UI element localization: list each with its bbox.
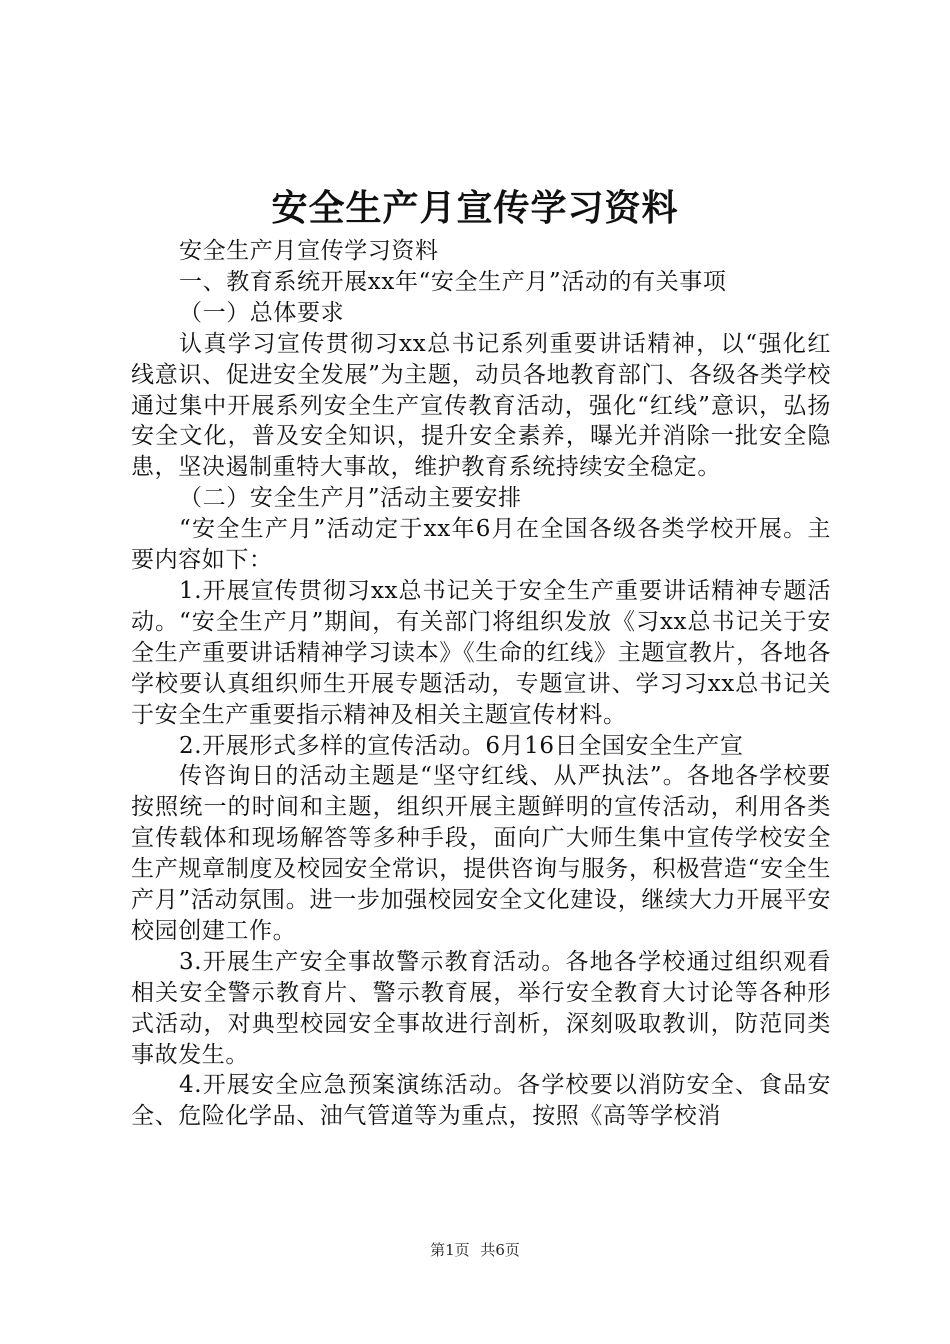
paragraph-item-2: 2.开展形式多样的宣传活动。6月16日全国安全生产宣: [179, 732, 744, 759]
paragraph-subsection-2: （二）安全生产月”活动主要安排: [179, 485, 522, 512]
page-number: 第1页: [430, 1241, 470, 1259]
paragraph-subsection-1: （一）总体要求: [179, 299, 345, 326]
paragraph-subtitle: 安全生产月宣传学习资料: [179, 238, 439, 264]
document-title: 安全生产月宣传学习资料: [271, 187, 679, 229]
paragraph-item-3: 3.开展生产安全事故警示教育活动。各地各学校通过组织观看相关安全警示教育片、警示教育展，举行安全教育大讨论等各种形式活动，对典型校园安全事故进行剖析，深刻吸取教训，防范同类事故发生。: [131, 948, 831, 1068]
paragraph-item-2-continued: 传咨询日的活动主题是“坚守红线、从严执法”。各地各学校要按照统一的时间和主题，组织开展主题鲜明的宣传活动，利用各类宣传载体和现场解答等多种手段，面向广大师生集中宣传学校安全生产规章制度及校园安全常识，提供咨询与服务，积极营造“安全生产月”活动氛围。进一步加强校园安全文化建设，继续大力开展平安校园创建工作。: [131, 763, 831, 944]
paragraph-section-heading: 一、教育系统开展xx年“安全生产月”活动的有关事项: [179, 268, 727, 295]
page-total: 共6页: [480, 1241, 520, 1259]
paragraph-overall-requirements: 认真学习宣传贯彻习xx总书记系列重要讲话精神，以“强化红线意识、促进安全发展”为主题，动员各地教育部门、各级各类学校通过集中开展系列安全生产宣传教育活动，强化“红线”意识，弘扬安全文化，普及安全知识，提升安全素养，曝光并消除一批安全隐患，坚决遏制重特大事故，维护教育系统持续安全稳定。: [131, 330, 831, 481]
paragraph-activity-intro: “安全生产月”活动定于xx年6月在全国各级各类学校开展。主要内容如下：: [131, 516, 831, 574]
paragraph-item-1: 1.开展宣传贯彻习xx总书记关于安全生产重要讲话精神专题活动。“安全生产月”期间，有关部门将组织发放《习xx总书记关于安全生产重要讲话精神学习读本》《生命的红线》主题宣教片，各地各学校要认真组织师生开展专题活动，专题宣讲、学习习xx总书记关于安全生产重要指示精神及相关主题宣传材料。: [131, 577, 831, 728]
document-body: [131, 236, 831, 1132]
page-footer: [0, 1240, 950, 1260]
paragraph-item-4: 4.开展安全应急预案演练活动。各学校要以消防安全、食品安全、危险化学品、油气管道等为重点，按照《高等学校消: [131, 1072, 831, 1130]
